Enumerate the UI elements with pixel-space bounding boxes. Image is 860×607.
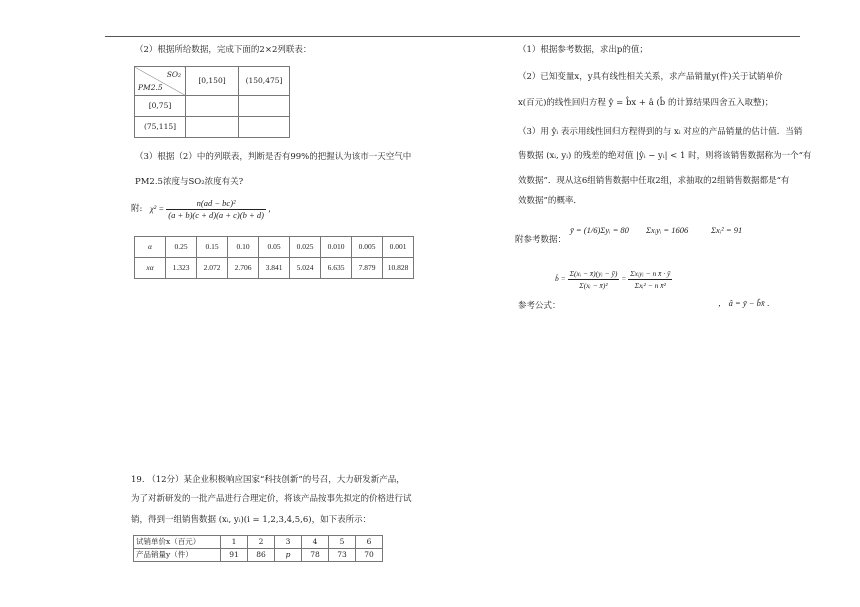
r-p3-line4: 效数据”的概率．	[518, 196, 582, 206]
x-alpha-cell: 6.635	[321, 258, 352, 279]
sales-cell: 78	[302, 549, 329, 562]
r-p2-line1: （2）已知变量x，y具有线性相关关系，求产品销量y(件)关于试销单价	[518, 72, 783, 82]
r-p3-line2: 售数据 (xᵢ, yᵢ) 的残差的绝对值 |ŷᵢ − yᵢ| < 1 时，则将该销售数据称为一个“有	[518, 151, 812, 161]
row-header: [0,75]	[135, 96, 186, 117]
ref-data-1: ȳ = (1/6)Σyᵢ = 80	[570, 225, 629, 235]
sales-cell: p	[275, 549, 302, 562]
alpha-table	[134, 236, 414, 279]
b-frac1-numerator: Σ(xᵢ − x̄)(yᵢ − ȳ)	[569, 269, 618, 278]
price-cell: 1	[221, 536, 248, 549]
ref-data-3: Σxᵢ² = 91	[711, 225, 743, 235]
r-p2-line2: x(百元)的线性回归方程 ŷ = b̂x + â (b̂ 的计算结果四舍五入取整)；	[518, 98, 774, 108]
chi-numerator: n(ad − bc)²	[166, 198, 266, 210]
q2-text: （2）根据所给数据，完成下面的2×2列联表：	[135, 45, 312, 55]
price-cell: 2	[248, 536, 275, 549]
table-cell	[239, 117, 290, 138]
chi-square-formula	[150, 198, 277, 221]
alpha-cell: 0.005	[352, 237, 383, 258]
price-cell: 4	[302, 536, 329, 549]
sales-cell: 73	[329, 549, 356, 562]
sales-label: 产品销量y（件）	[134, 549, 221, 562]
table-cell	[186, 96, 239, 117]
alpha-cell: 0.001	[383, 237, 414, 258]
r-p3-line1: （3）用 ŷᵢ 表示用线性回归方程得到的与 xᵢ 对应的产品销量的估计值．当销	[518, 127, 803, 137]
x-alpha-cell: 2.072	[197, 258, 228, 279]
chi-lhs: χ² =	[150, 203, 165, 214]
alpha-cell: 0.010	[321, 237, 352, 258]
sales-table	[133, 535, 383, 562]
col-header: (150,475]	[239, 67, 290, 96]
q3-line1: （3）根据（2）中的列联表，判断是否有99%的把握认为该市一天空气中	[135, 152, 412, 162]
alpha-label: α	[135, 237, 166, 258]
alpha-cell: 0.025	[290, 237, 321, 258]
col-header: [0,150]	[186, 67, 239, 96]
x-alpha-cell: 5.024	[290, 258, 321, 279]
table-corner-cell	[135, 67, 186, 96]
alpha-cell: 0.05	[259, 237, 290, 258]
price-cell: 5	[329, 536, 356, 549]
ref-data-2: Σxᵢyᵢ = 1606	[646, 225, 689, 235]
table-cell	[186, 117, 239, 138]
q19-line3: 销，得到一组销售数据 (xᵢ, yᵢ)(i = 1,2,3,4,5,6)，如下表所示：	[131, 515, 372, 525]
header-rule	[105, 36, 800, 37]
b-equals: =	[621, 274, 627, 284]
x-alpha-cell: 1.323	[166, 258, 197, 279]
r-p3-line3: 效数据”．现从这6组销售数据中任取2组，求抽取的2组销售数据都是“有	[518, 176, 790, 186]
row-header: (75,115]	[135, 117, 186, 138]
x-alpha-label: xα	[135, 258, 166, 279]
chi-fraction	[166, 198, 266, 221]
appendix-label: 附:	[131, 204, 143, 214]
sales-cell: 70	[356, 549, 383, 562]
chi-denominator: (a + b)(c + d)(a + c)(b + d)	[168, 210, 264, 220]
x-alpha-cell: 2.706	[228, 258, 259, 279]
q19-line2: 为了对新研发的一批产品进行合理定价，将该产品按事先拟定的价格进行试	[131, 494, 412, 504]
sales-cell: 86	[248, 549, 275, 562]
b-frac2-denominator: Σxᵢ² − n x̄²	[634, 281, 666, 290]
table-cell	[239, 96, 290, 117]
b-hat-formula	[555, 268, 672, 291]
x-alpha-cell: 10.828	[383, 258, 414, 279]
r-p1: （1）根据参考数据，求出p的值；	[518, 45, 648, 55]
b-fraction-2	[628, 268, 672, 291]
ref-formula-label: 参考公式：	[518, 301, 561, 311]
price-label: 试销单价x（百元）	[134, 536, 221, 549]
q19-line1: 19. （12分）某企业积极响应国家“科技创新”的号召，大力研发新产品，	[131, 475, 405, 485]
corner-so2-label: SO₂	[166, 70, 181, 79]
ref-data-label: 附参考数据：	[515, 235, 567, 245]
b-frac1-denominator: Σ(xᵢ − x̄)²	[579, 281, 608, 290]
contingency-table	[134, 66, 290, 138]
x-alpha-cell: 7.879	[352, 258, 383, 279]
alpha-cell: 0.10	[228, 237, 259, 258]
price-cell: 6	[356, 536, 383, 549]
alpha-cell: 0.15	[197, 237, 228, 258]
a-hat-formula: ， â = ȳ − b̂x̄ ．	[718, 298, 776, 308]
price-cell: 3	[275, 536, 302, 549]
sales-cell: 91	[221, 549, 248, 562]
q3-line2: PM2.5浓度与SO₂浓度有关?	[135, 177, 244, 187]
x-alpha-cell: 3.841	[259, 258, 290, 279]
corner-pm25-label: PM2.5	[138, 83, 163, 92]
chi-end: ，	[268, 203, 277, 214]
b-fraction-1	[568, 268, 620, 291]
b-frac2-numerator: Σxᵢyᵢ − n x̄ · ȳ	[630, 269, 671, 278]
b-hat-lhs: b̂ =	[555, 274, 566, 284]
alpha-cell: 0.25	[166, 237, 197, 258]
